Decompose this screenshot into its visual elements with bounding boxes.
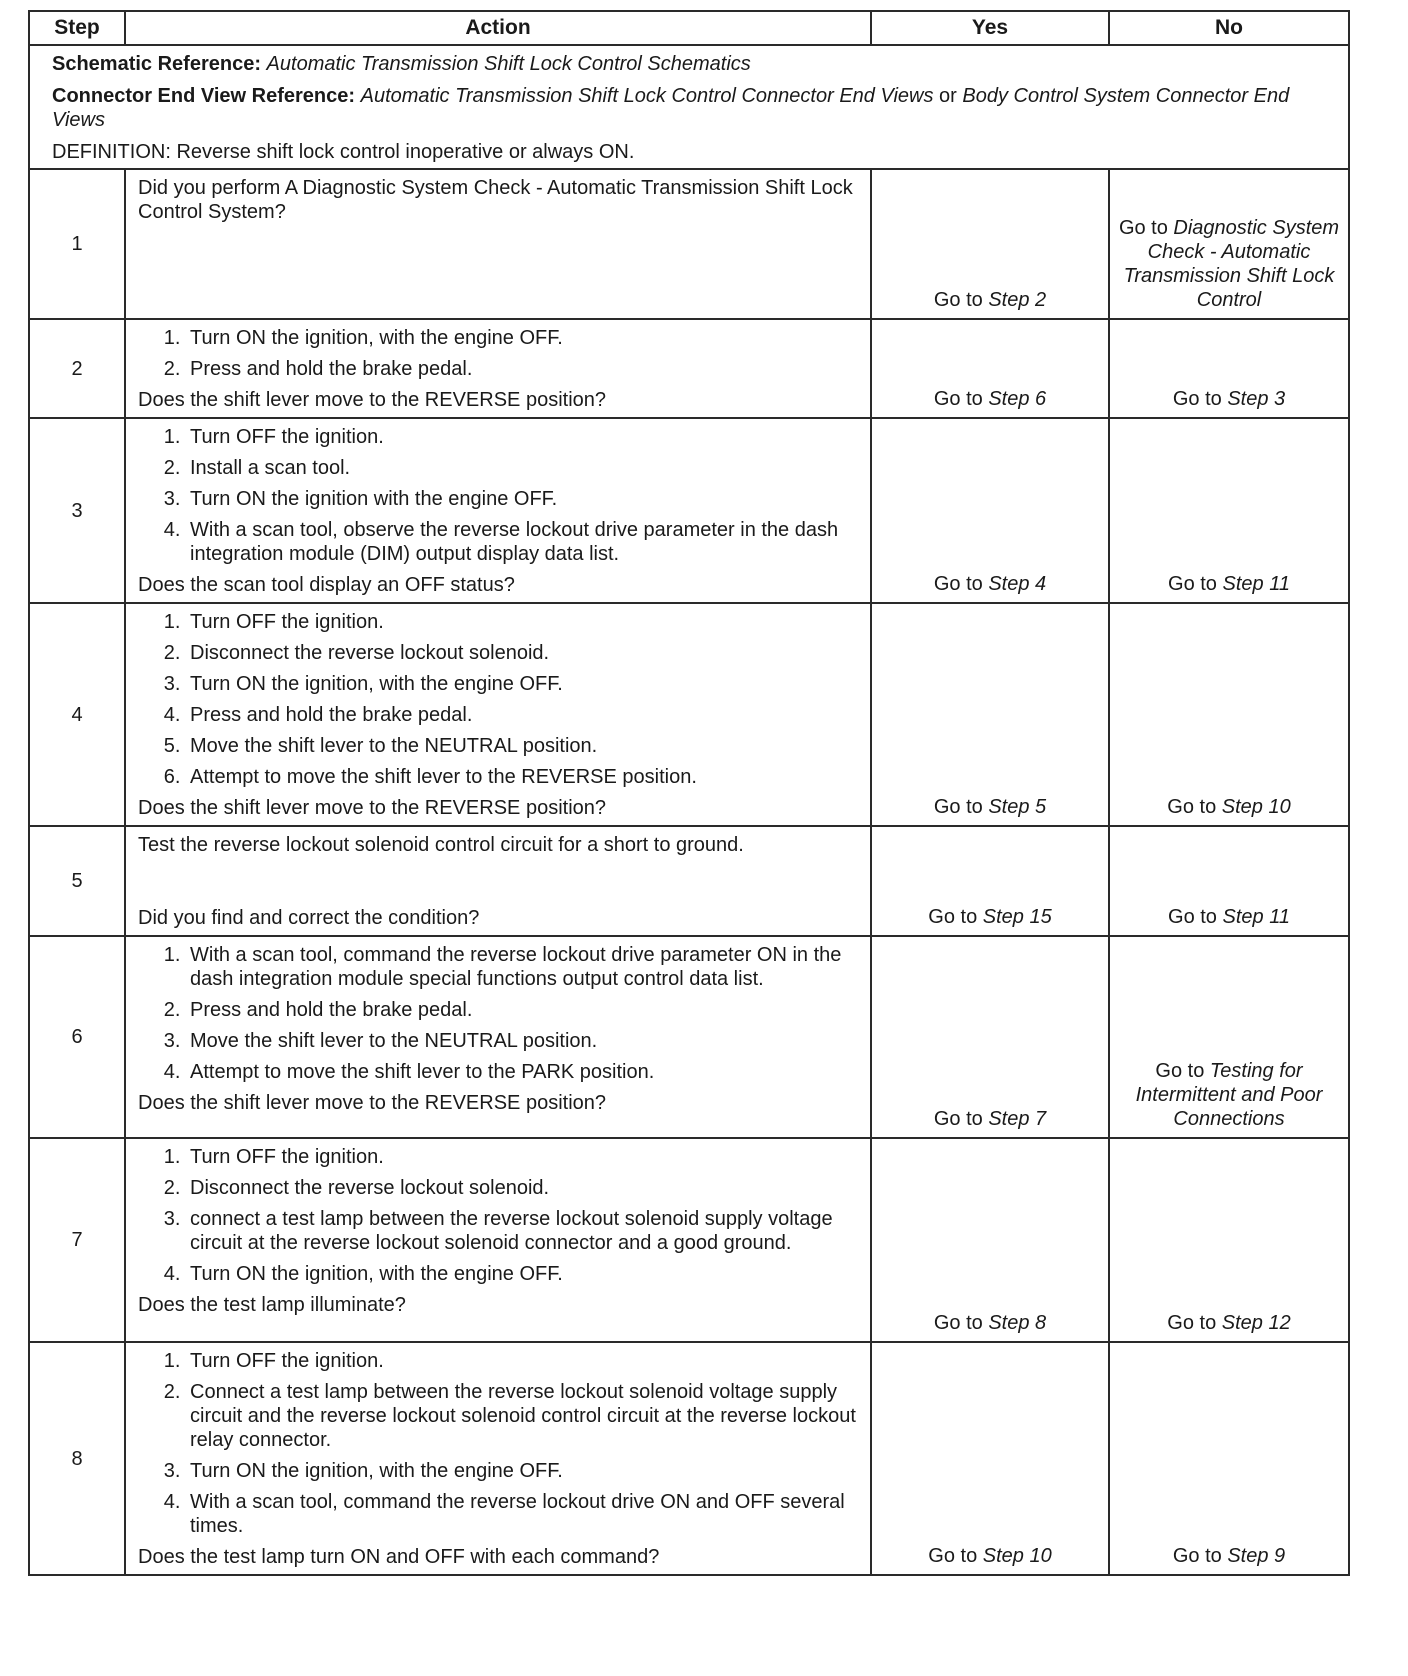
no-goto-prefix: Go to [1168,573,1223,595]
action-item: 1. With a scan tool, command the reverse lockout drive parameter ON in the dash integration module special functions output control data list. [186,943,862,991]
step-no-result [1109,603,1349,826]
action-item: 3. Move the shift lever to the NEUTRAL position. [186,1029,862,1053]
no-goto-prefix: Go to [1172,388,1228,410]
action-item: 3. Turn ON the ignition, with the engine OFF. [186,1459,862,1483]
header-step: Step [29,11,125,45]
no-goto-link[interactable]: Step 9 [1227,1545,1286,1567]
action-item: 2. Disconnect the reverse lockout solenoid. [186,641,862,665]
no-goto-link[interactable]: Diagnostic System Check - Automatic Transmission Shift Lock Control [1123,217,1340,311]
step-row [29,319,1349,418]
no-goto-prefix: Go to [1155,1060,1210,1082]
no-goto-link[interactable]: Testing for Intermittent and Poor Connections [1135,1060,1323,1130]
no-goto-link[interactable]: Step 10 [1221,796,1291,818]
yes-goto-prefix: Go to [933,796,989,818]
action-list [138,326,862,381]
step-action [125,418,871,603]
reference-row [29,45,1349,169]
no-goto-link[interactable]: Step 12 [1221,1312,1291,1334]
action-item: 1. Turn OFF the ignition. [186,1145,862,1169]
yes-goto-prefix: Go to [933,1108,989,1130]
action-text: Test the reverse lockout solenoid control circuit for a short to ground. [138,834,744,856]
header-action: Action [125,11,871,45]
yes-goto-prefix: Go to [928,1545,983,1567]
header-yes: Yes [871,11,1109,45]
yes-goto-link[interactable]: Step 15 [982,906,1052,928]
action-item: 1. Turn OFF the ignition. [186,425,862,449]
yes-goto-link[interactable]: Step 8 [988,1312,1047,1334]
yes-goto-link[interactable]: Step 6 [988,388,1047,410]
step-number: 1 [29,169,125,319]
schematic-reference [52,52,1340,76]
action-list [138,425,862,566]
action-question: Does the shift lever move to the REVERSE position? [138,797,607,819]
step-action [125,169,871,319]
no-goto-link[interactable]: Step 11 [1222,906,1290,928]
yes-goto-link[interactable]: Step 10 [982,1545,1052,1567]
action-text: Did you perform A Diagnostic System Check - Automatic Transmission Shift Lock Control System? [138,177,853,223]
step-yes-result [871,936,1109,1138]
action-item: 5. Move the shift lever to the NEUTRAL position. [186,734,862,758]
step-number: 8 [29,1342,125,1575]
schematic-reference-label: Schematic Reference: [52,53,261,75]
step-no-result [1109,1138,1349,1342]
step-row [29,1138,1349,1342]
action-list [138,1349,862,1538]
step-number: 2 [29,319,125,418]
no-goto-link[interactable]: Step 11 [1222,573,1290,595]
step-row [29,1342,1349,1575]
action-list [138,610,862,789]
diagnostic-table [28,10,1350,1576]
table-body [29,45,1349,1575]
action-item: 4. Turn ON the ignition, with the engine OFF. [186,1262,862,1286]
yes-goto-link[interactable]: Step 5 [988,796,1047,818]
yes-goto-link[interactable]: Step 4 [988,573,1047,595]
step-no-result [1109,319,1349,418]
no-goto-prefix: Go to [1167,796,1222,818]
step-no-result [1109,169,1349,319]
no-goto-prefix: Go to [1167,1312,1222,1334]
action-item: 2. Disconnect the reverse lockout solenoid. [186,1176,862,1200]
connector-reference-label: Connector End View Reference: [52,85,356,107]
step-row [29,826,1349,936]
action-question: Does the shift lever move to the REVERSE position? [138,1092,607,1114]
step-action [125,603,871,826]
connector-reference-link-1[interactable]: Automatic Transmission Shift Lock Control Connector End Views [360,85,934,107]
step-yes-result [871,1342,1109,1575]
step-yes-result [871,1138,1109,1342]
action-item: 2. Press and hold the brake pedal. [186,357,862,381]
no-goto-prefix: Go to [1118,217,1174,239]
table-header-row [29,11,1349,45]
yes-goto-prefix: Go to [933,289,989,311]
header-no: No [1109,11,1349,45]
yes-goto-link[interactable]: Step 2 [988,289,1047,311]
step-no-result [1109,826,1349,936]
definition: DEFINITION: Reverse shift lock control inoperative or always ON. [52,141,635,163]
step-row [29,169,1349,319]
step-yes-result [871,418,1109,603]
step-action [125,1138,871,1342]
action-item: 4. With a scan tool, command the reverse lockout drive ON and OFF several times. [186,1490,862,1538]
action-question: Did you find and correct the condition? [138,907,480,929]
action-item: 1. Turn ON the ignition, with the engine OFF. [186,326,862,350]
step-number: 7 [29,1138,125,1342]
step-no-result [1109,418,1349,603]
action-item: 4. Attempt to move the shift lever to the PARK position. [186,1060,862,1084]
no-goto-link[interactable]: Step 3 [1227,388,1286,410]
action-list [138,943,862,1084]
step-yes-result [871,169,1109,319]
step-action [125,936,871,1138]
step-yes-result [871,826,1109,936]
step-number: 4 [29,603,125,826]
action-item: 6. Attempt to move the shift lever to the REVERSE position. [186,765,862,789]
step-number: 5 [29,826,125,936]
action-item: 2. Install a scan tool. [186,456,862,480]
no-goto-prefix: Go to [1172,1545,1228,1567]
diagnostic-document [28,10,1350,1576]
yes-goto-prefix: Go to [933,1312,989,1334]
no-goto-prefix: Go to [1168,906,1223,928]
step-row [29,603,1349,826]
action-item: 1. Turn OFF the ignition. [186,1349,862,1373]
action-item: 3. Turn ON the ignition, with the engine OFF. [186,672,862,696]
step-yes-result [871,603,1109,826]
connector-reference-link-2[interactable]: Body Control System Connector End Views [52,85,1290,131]
yes-goto-prefix: Go to [933,388,989,410]
step-action [125,319,871,418]
connector-reference-or: or [933,85,963,107]
step-action [125,1342,871,1575]
step-row [29,936,1349,1138]
action-item: 2. Press and hold the brake pedal. [186,998,862,1022]
action-list [138,1145,862,1286]
reference-cell [29,45,1349,169]
step-row [29,418,1349,603]
step-number: 6 [29,936,125,1138]
step-no-result [1109,936,1349,1138]
action-question: Does the scan tool display an OFF status? [138,574,515,596]
connector-reference [52,84,1340,132]
action-item: 2. Connect a test lamp between the reverse lockout solenoid voltage supply circuit and the reverse lockout solenoid control circuit at the reverse lockout relay connector. [186,1380,862,1452]
yes-goto-prefix: Go to [933,573,989,595]
action-question: Does the test lamp turn ON and OFF with each command? [138,1546,660,1568]
step-number: 3 [29,418,125,603]
action-question: Does the test lamp illuminate? [138,1294,406,1316]
action-item: 4. With a scan tool, observe the reverse lockout drive parameter in the dash integration module (DIM) output display data list. [186,518,862,566]
yes-goto-link[interactable]: Step 7 [988,1108,1047,1130]
action-item: 3. Turn ON the ignition with the engine OFF. [186,487,862,511]
action-item: 1. Turn OFF the ignition. [186,610,862,634]
step-yes-result [871,319,1109,418]
action-item: 4. Press and hold the brake pedal. [186,703,862,727]
step-no-result [1109,1342,1349,1575]
yes-goto-prefix: Go to [928,906,983,928]
step-action [125,826,871,936]
action-question: Does the shift lever move to the REVERSE position? [138,389,607,411]
action-item: 3. connect a test lamp between the reverse lockout solenoid supply voltage circuit at the reverse lockout solenoid connector and a good ground. [186,1207,862,1255]
schematic-reference-link[interactable]: Automatic Transmission Shift Lock Control Schematics [266,53,751,75]
